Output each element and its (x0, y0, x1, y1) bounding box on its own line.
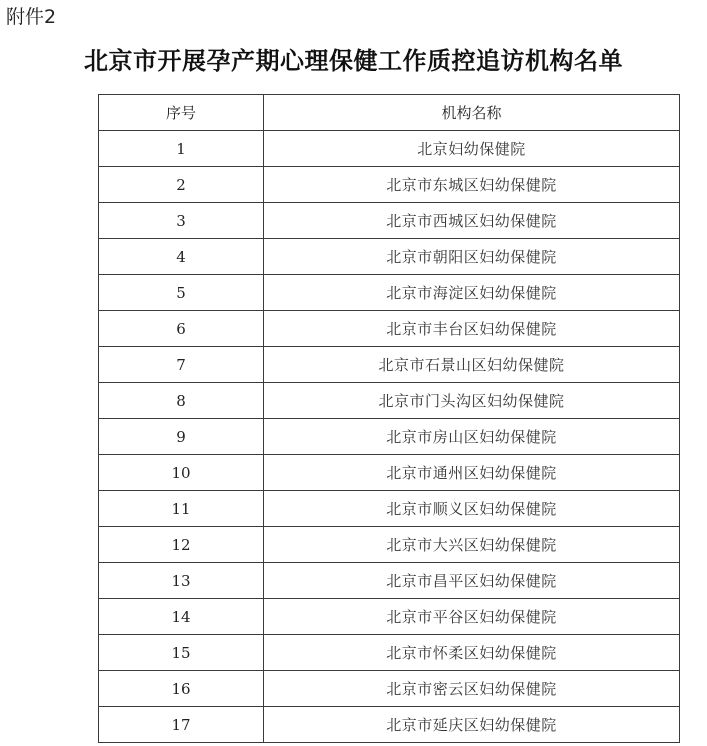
row-index: 16 (99, 671, 264, 707)
row-index: 7 (99, 347, 264, 383)
row-name: 北京妇幼保健院 (264, 131, 680, 167)
table-row (99, 239, 680, 275)
row-index: 4 (99, 239, 264, 275)
row-index: 14 (99, 599, 264, 635)
row-name: 北京市通州区妇幼保健院 (264, 455, 680, 491)
header-index: 序号 (99, 95, 264, 131)
row-index: 6 (99, 311, 264, 347)
row-index: 8 (99, 383, 264, 419)
table-row (99, 635, 680, 671)
row-index: 12 (99, 527, 264, 563)
table-row (99, 419, 680, 455)
row-name: 北京市东城区妇幼保健院 (264, 167, 680, 203)
table-header-row (99, 95, 680, 131)
row-index: 17 (99, 707, 264, 743)
row-name: 北京市昌平区妇幼保健院 (264, 563, 680, 599)
row-name: 北京市平谷区妇幼保健院 (264, 599, 680, 635)
row-name: 北京市大兴区妇幼保健院 (264, 527, 680, 563)
row-name: 北京市密云区妇幼保健院 (264, 671, 680, 707)
table-row (99, 383, 680, 419)
table-row (99, 563, 680, 599)
row-index: 3 (99, 203, 264, 239)
table-row (99, 671, 680, 707)
row-index: 2 (99, 167, 264, 203)
row-name: 北京市房山区妇幼保健院 (264, 419, 680, 455)
row-name: 北京市顺义区妇幼保健院 (264, 491, 680, 527)
row-name: 北京市延庆区妇幼保健院 (264, 707, 680, 743)
table-row (99, 167, 680, 203)
table-body (99, 131, 680, 743)
table-row (99, 599, 680, 635)
row-name: 北京市海淀区妇幼保健院 (264, 275, 680, 311)
table-row (99, 275, 680, 311)
table-row (99, 455, 680, 491)
row-name: 北京市朝阳区妇幼保健院 (264, 239, 680, 275)
row-index: 15 (99, 635, 264, 671)
row-index: 11 (99, 491, 264, 527)
attachment-label: 附件2 (6, 6, 57, 28)
row-name: 北京市门头沟区妇幼保健院 (264, 383, 680, 419)
table-row (99, 311, 680, 347)
row-name: 北京市石景山区妇幼保健院 (264, 347, 680, 383)
table-row (99, 707, 680, 743)
table-row (99, 527, 680, 563)
row-index: 1 (99, 131, 264, 167)
table-row (99, 347, 680, 383)
header-name: 机构名称 (264, 95, 680, 131)
row-name: 北京市丰台区妇幼保健院 (264, 311, 680, 347)
row-index: 10 (99, 455, 264, 491)
row-name: 北京市怀柔区妇幼保健院 (264, 635, 680, 671)
row-name: 北京市西城区妇幼保健院 (264, 203, 680, 239)
table-row (99, 491, 680, 527)
document-title: 北京市开展孕产期心理保健工作质控追访机构名单 (84, 46, 623, 75)
row-index: 9 (99, 419, 264, 455)
row-index: 5 (99, 275, 264, 311)
table-row (99, 131, 680, 167)
institution-table (98, 94, 680, 743)
table-row (99, 203, 680, 239)
row-index: 13 (99, 563, 264, 599)
